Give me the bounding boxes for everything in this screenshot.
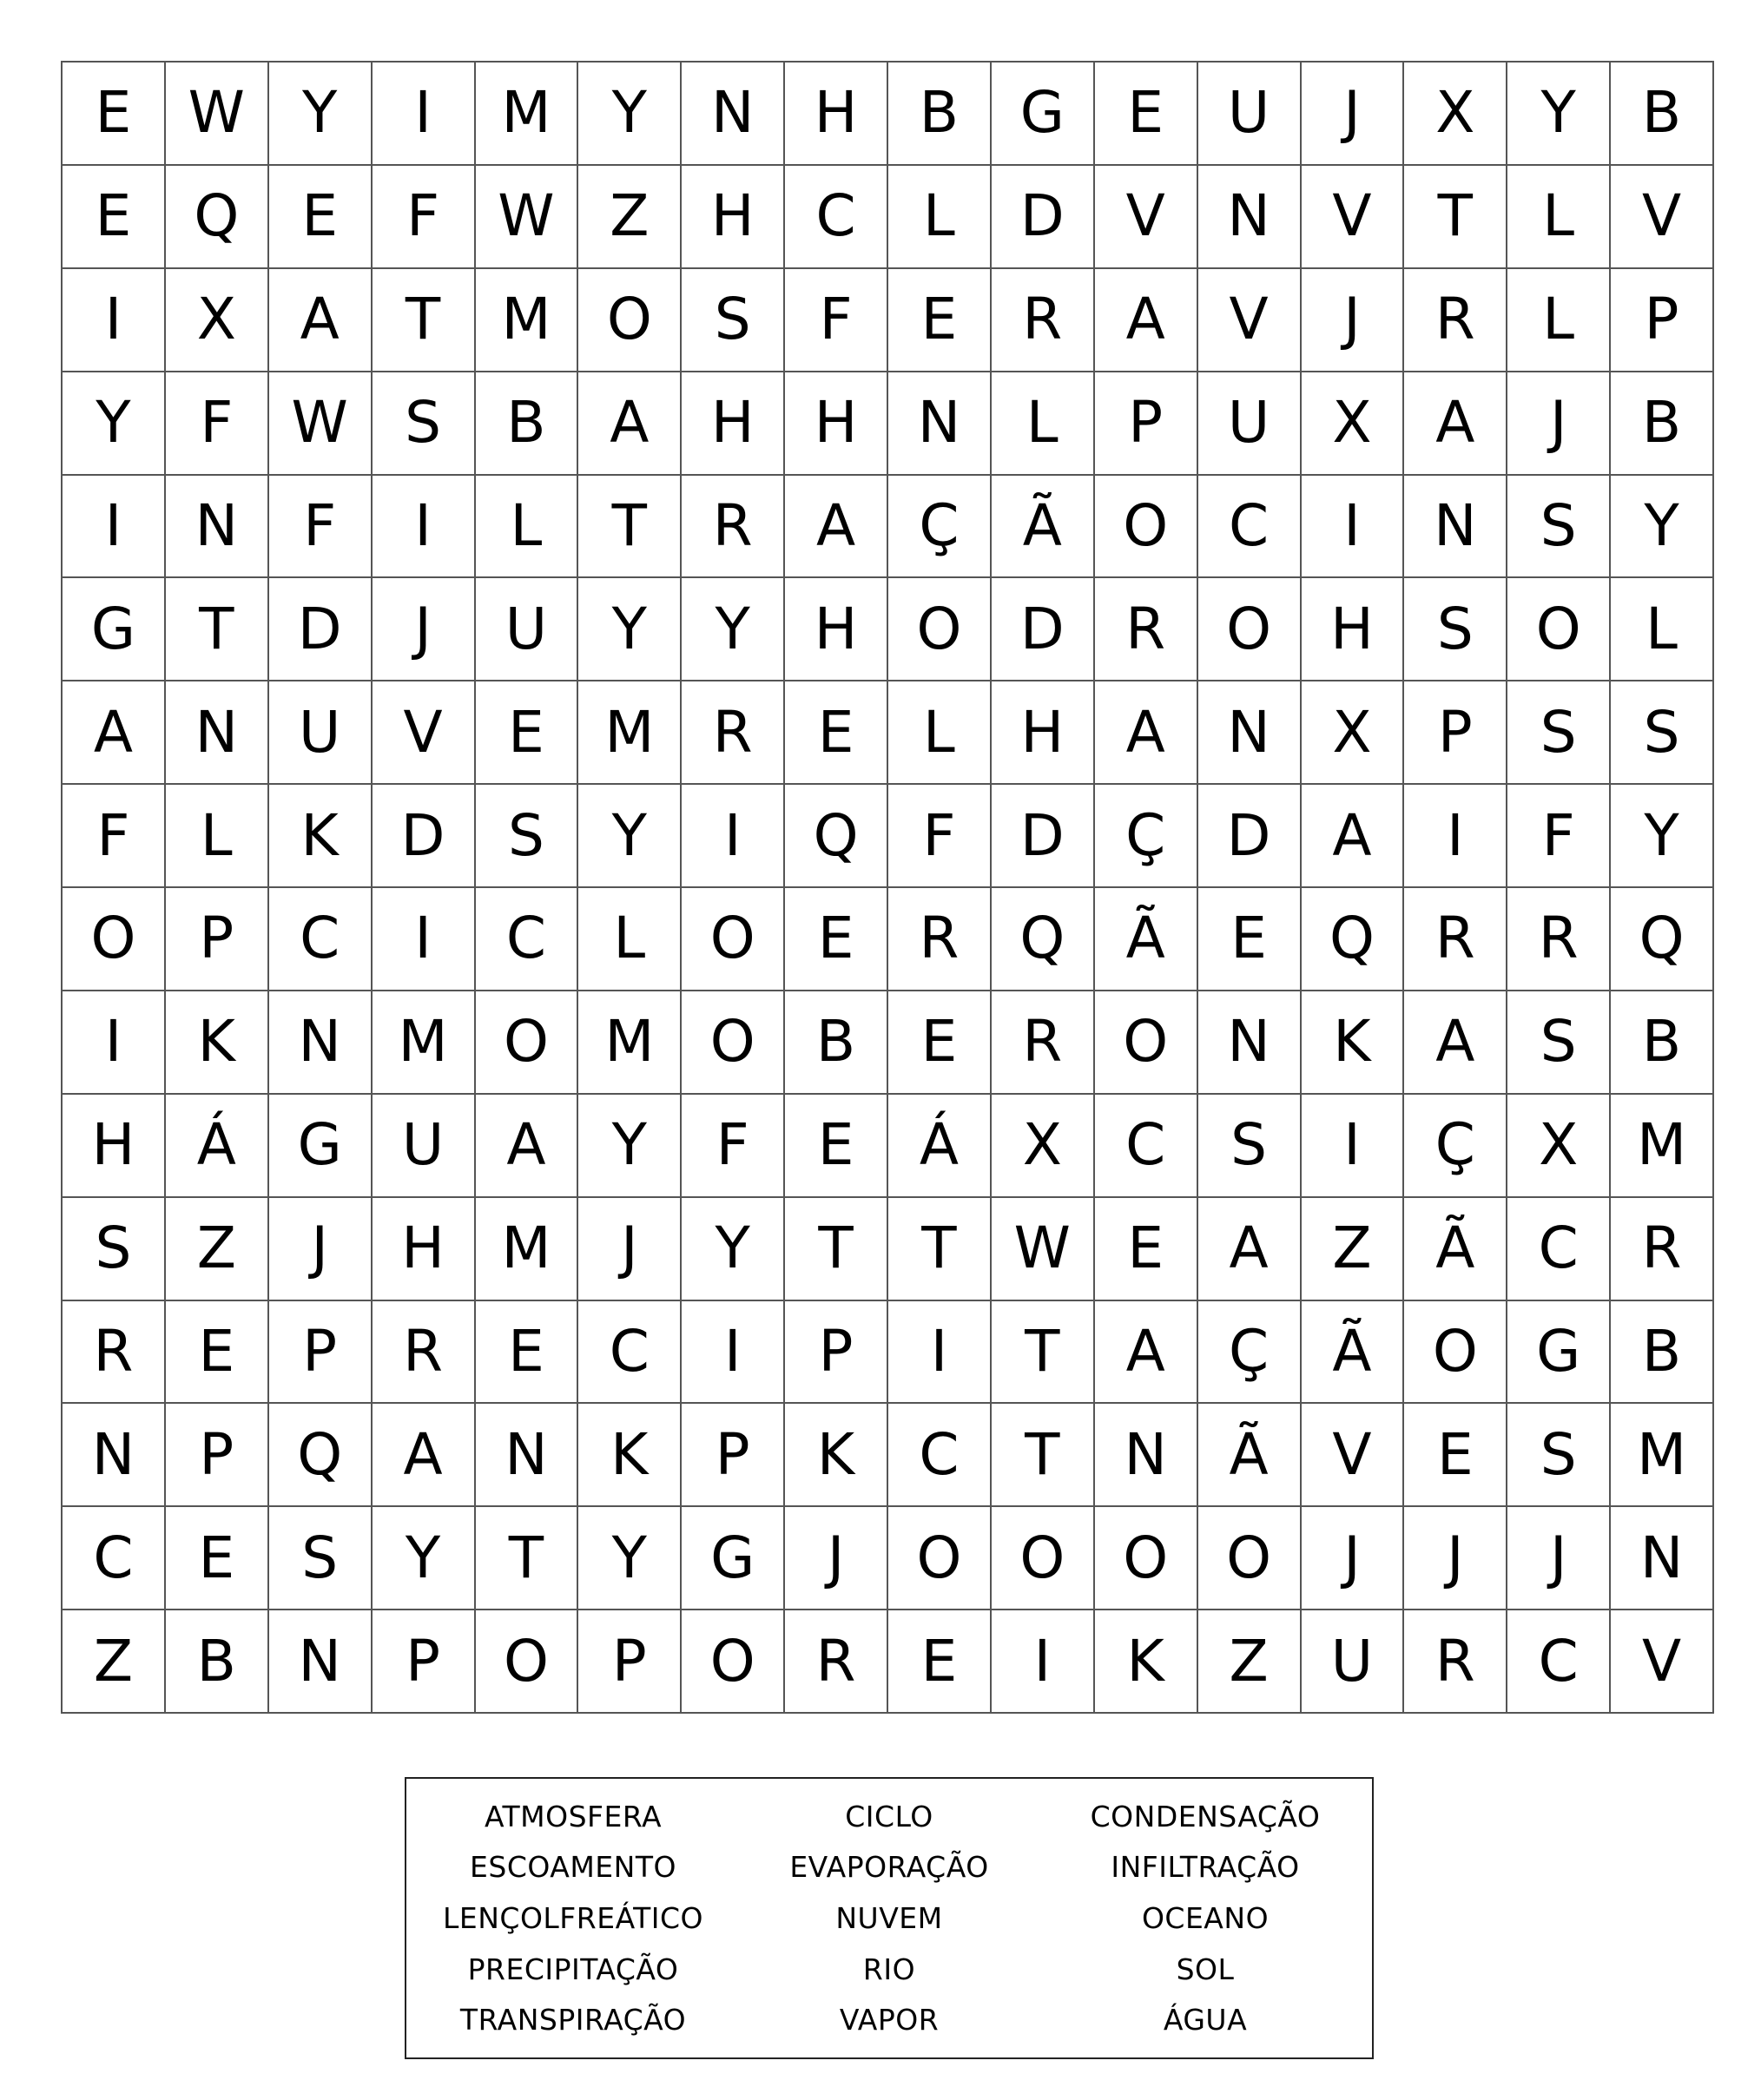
grid-cell[interactable]: E bbox=[269, 166, 373, 269]
grid-cell[interactable]: Q bbox=[269, 1404, 373, 1507]
grid-cell[interactable]: A bbox=[1095, 269, 1198, 372]
word-bank-item: EVAPORAÇÃO bbox=[789, 1850, 989, 1885]
grid-cell[interactable]: Y bbox=[63, 372, 166, 476]
grid-cell[interactable]: P bbox=[373, 1610, 476, 1714]
grid-cell[interactable]: F bbox=[166, 372, 269, 476]
grid-cell[interactable]: T bbox=[578, 476, 682, 579]
grid-cell[interactable]: P bbox=[1404, 681, 1507, 785]
grid-cell[interactable]: J bbox=[373, 578, 476, 681]
grid-cell[interactable]: C bbox=[63, 1507, 166, 1610]
grid-cell[interactable]: R bbox=[373, 1301, 476, 1405]
grid-cell[interactable]: P bbox=[682, 1404, 785, 1507]
grid-cell[interactable]: Ã bbox=[1095, 888, 1198, 991]
grid-cell[interactable]: C bbox=[1507, 1198, 1611, 1301]
grid-cell[interactable]: O bbox=[1198, 1507, 1302, 1610]
grid-cell[interactable]: U bbox=[373, 1095, 476, 1198]
grid-cell[interactable]: D bbox=[992, 578, 1095, 681]
grid-cell[interactable]: Z bbox=[63, 1610, 166, 1714]
grid-cell[interactable]: Y bbox=[578, 1095, 682, 1198]
grid-cell[interactable]: T bbox=[992, 1301, 1095, 1405]
grid-cell[interactable]: V bbox=[1095, 166, 1198, 269]
grid-cell[interactable]: O bbox=[682, 991, 785, 1095]
grid-cell[interactable]: J bbox=[1302, 1507, 1405, 1610]
grid-cell[interactable]: N bbox=[1404, 476, 1507, 579]
grid-cell[interactable]: E bbox=[476, 681, 579, 785]
grid-cell[interactable]: T bbox=[992, 1404, 1095, 1507]
grid-cell[interactable]: E bbox=[785, 1095, 888, 1198]
grid-cell[interactable]: B bbox=[166, 1610, 269, 1714]
grid-cell[interactable]: I bbox=[1404, 785, 1507, 888]
grid-cell[interactable]: Y bbox=[1611, 785, 1714, 888]
grid-cell[interactable]: Z bbox=[1198, 1610, 1302, 1714]
grid-cell[interactable]: F bbox=[63, 785, 166, 888]
grid-cell[interactable]: A bbox=[1198, 1198, 1302, 1301]
grid-cell[interactable]: L bbox=[578, 888, 682, 991]
grid-cell[interactable]: Q bbox=[166, 166, 269, 269]
grid-cell[interactable]: X bbox=[166, 269, 269, 372]
grid-cell[interactable]: Y bbox=[682, 1198, 785, 1301]
grid-cell[interactable]: B bbox=[1611, 63, 1714, 166]
grid-cell[interactable]: E bbox=[888, 991, 992, 1095]
grid-cell[interactable]: R bbox=[1611, 1198, 1714, 1301]
grid-cell[interactable]: T bbox=[888, 1198, 992, 1301]
grid-cell[interactable]: M bbox=[578, 991, 682, 1095]
grid-cell[interactable]: Ã bbox=[1198, 1404, 1302, 1507]
grid-cell[interactable]: A bbox=[1095, 1301, 1198, 1405]
grid-cell[interactable]: D bbox=[373, 785, 476, 888]
grid-cell[interactable]: M bbox=[1611, 1095, 1714, 1198]
grid-cell[interactable]: Y bbox=[578, 785, 682, 888]
grid-cell[interactable]: T bbox=[476, 1507, 579, 1610]
grid-cell[interactable]: X bbox=[1404, 63, 1507, 166]
grid-cell[interactable]: C bbox=[1507, 1610, 1611, 1714]
grid-cell[interactable]: Z bbox=[578, 166, 682, 269]
grid-cell[interactable]: N bbox=[1198, 991, 1302, 1095]
grid-cell[interactable]: U bbox=[269, 681, 373, 785]
grid-cell[interactable]: L bbox=[888, 681, 992, 785]
grid-cell[interactable]: Z bbox=[1302, 1198, 1405, 1301]
grid-cell[interactable]: L bbox=[1507, 269, 1611, 372]
grid-cell[interactable]: N bbox=[1095, 1404, 1198, 1507]
grid-cell[interactable]: I bbox=[373, 476, 476, 579]
grid-cell[interactable]: R bbox=[63, 1301, 166, 1405]
grid-cell[interactable]: U bbox=[1198, 372, 1302, 476]
grid-cell[interactable]: P bbox=[578, 1610, 682, 1714]
grid-cell[interactable]: A bbox=[476, 1095, 579, 1198]
grid-cell[interactable]: S bbox=[1507, 681, 1611, 785]
grid-cell[interactable]: S bbox=[682, 269, 785, 372]
grid-cell[interactable]: S bbox=[373, 372, 476, 476]
grid-cell[interactable]: L bbox=[1507, 166, 1611, 269]
grid-cell[interactable]: O bbox=[1095, 991, 1198, 1095]
word-bank-item: ATMOSFERA bbox=[484, 1799, 663, 1833]
grid-cell[interactable]: H bbox=[785, 578, 888, 681]
grid-cell[interactable]: Ç bbox=[1198, 1301, 1302, 1405]
grid-cell[interactable]: W bbox=[992, 1198, 1095, 1301]
grid-cell[interactable]: P bbox=[166, 888, 269, 991]
grid-cell[interactable]: H bbox=[785, 372, 888, 476]
grid-cell[interactable]: A bbox=[578, 372, 682, 476]
grid-cell[interactable]: I bbox=[63, 269, 166, 372]
grid-cell[interactable]: H bbox=[373, 1198, 476, 1301]
grid-cell[interactable]: R bbox=[1507, 888, 1611, 991]
grid-cell[interactable]: C bbox=[785, 166, 888, 269]
grid-cell[interactable]: X bbox=[1507, 1095, 1611, 1198]
grid-cell[interactable]: H bbox=[682, 166, 785, 269]
grid-cell[interactable]: I bbox=[63, 991, 166, 1095]
grid-cell[interactable]: R bbox=[682, 681, 785, 785]
grid-cell[interactable]: E bbox=[476, 1301, 579, 1405]
grid-cell[interactable]: R bbox=[1404, 1610, 1507, 1714]
grid-cell[interactable]: K bbox=[269, 785, 373, 888]
grid-cell[interactable]: N bbox=[63, 1404, 166, 1507]
word-bank-item: VAPOR bbox=[839, 2003, 940, 2037]
grid-cell[interactable]: R bbox=[1404, 888, 1507, 991]
grid-cell[interactable]: A bbox=[1404, 991, 1507, 1095]
grid-cell[interactable]: S bbox=[63, 1198, 166, 1301]
grid-cell[interactable]: C bbox=[1198, 476, 1302, 579]
grid-cell[interactable]: P bbox=[785, 1301, 888, 1405]
word-bank-item: ÁGUA bbox=[1163, 2003, 1248, 2037]
grid-cell[interactable]: K bbox=[578, 1404, 682, 1507]
grid-cell[interactable]: V bbox=[1302, 1404, 1405, 1507]
grid-cell[interactable]: U bbox=[1198, 63, 1302, 166]
grid-cell[interactable]: S bbox=[1611, 681, 1714, 785]
word-bank-item: OCEANO bbox=[1141, 1900, 1270, 1935]
grid-cell[interactable]: G bbox=[1507, 1301, 1611, 1405]
grid-cell[interactable]: N bbox=[269, 1610, 373, 1714]
grid-cell[interactable]: L bbox=[476, 476, 579, 579]
grid-cell[interactable]: O bbox=[888, 1507, 992, 1610]
grid-cell[interactable]: M bbox=[476, 63, 579, 166]
grid-cell[interactable]: J bbox=[1507, 372, 1611, 476]
grid-cell[interactable]: E bbox=[63, 63, 166, 166]
grid-cell[interactable]: G bbox=[63, 578, 166, 681]
grid-cell[interactable]: A bbox=[1404, 372, 1507, 476]
grid-cell[interactable]: O bbox=[476, 991, 579, 1095]
grid-cell[interactable]: G bbox=[269, 1095, 373, 1198]
grid-cell[interactable]: P bbox=[166, 1404, 269, 1507]
grid-cell[interactable]: N bbox=[166, 681, 269, 785]
grid-cell[interactable]: I bbox=[682, 785, 785, 888]
grid-cell[interactable]: N bbox=[1198, 166, 1302, 269]
grid-cell[interactable]: O bbox=[1198, 578, 1302, 681]
grid-cell[interactable]: M bbox=[373, 991, 476, 1095]
grid-cell[interactable]: S bbox=[1507, 476, 1611, 579]
grid-cell[interactable]: E bbox=[166, 1507, 269, 1610]
grid-cell[interactable]: Z bbox=[166, 1198, 269, 1301]
grid-cell[interactable]: J bbox=[269, 1198, 373, 1301]
grid-cell[interactable]: O bbox=[1507, 578, 1611, 681]
grid-cell[interactable]: O bbox=[682, 888, 785, 991]
grid-cell[interactable]: A bbox=[269, 269, 373, 372]
grid-cell[interactable]: O bbox=[1404, 1301, 1507, 1405]
word-bank-item: LENÇOLFREÁTICO bbox=[442, 1900, 703, 1935]
grid-cell[interactable]: B bbox=[785, 991, 888, 1095]
grid-cell[interactable]: O bbox=[682, 1610, 785, 1714]
grid-cell[interactable]: L bbox=[888, 166, 992, 269]
grid-cell[interactable]: E bbox=[785, 888, 888, 991]
grid-cell[interactable]: H bbox=[1302, 578, 1405, 681]
word-bank-item: PRECIPITAÇÃO bbox=[467, 1952, 679, 1986]
grid-cell[interactable]: Y bbox=[578, 63, 682, 166]
grid-cell[interactable]: J bbox=[578, 1198, 682, 1301]
grid-cell[interactable]: K bbox=[785, 1404, 888, 1507]
grid-cell[interactable]: K bbox=[1302, 991, 1405, 1095]
word-bank-item: TRANSPIRAÇÃO bbox=[459, 2003, 687, 2037]
grid-cell[interactable]: Y bbox=[578, 578, 682, 681]
grid-cell[interactable]: C bbox=[1095, 1095, 1198, 1198]
grid-cell[interactable]: J bbox=[1404, 1507, 1507, 1610]
grid-cell[interactable]: Y bbox=[269, 63, 373, 166]
grid-cell[interactable]: B bbox=[1611, 372, 1714, 476]
grid-cell[interactable]: Y bbox=[1611, 476, 1714, 579]
grid-cell[interactable]: W bbox=[166, 63, 269, 166]
grid-cell[interactable]: A bbox=[1302, 785, 1405, 888]
grid-cell[interactable]: Q bbox=[992, 888, 1095, 991]
grid-cell[interactable]: R bbox=[1095, 578, 1198, 681]
grid-cell[interactable]: R bbox=[992, 269, 1095, 372]
word-search-grid bbox=[61, 61, 1714, 1714]
grid-cell[interactable]: O bbox=[888, 578, 992, 681]
grid-cell[interactable]: F bbox=[373, 166, 476, 269]
grid-cell[interactable]: N bbox=[269, 991, 373, 1095]
grid-cell[interactable]: L bbox=[1611, 578, 1714, 681]
grid-cell[interactable]: E bbox=[1198, 888, 1302, 991]
grid-cell[interactable]: C bbox=[269, 888, 373, 991]
grid-cell[interactable]: X bbox=[1302, 372, 1405, 476]
grid-cell[interactable]: R bbox=[888, 888, 992, 991]
grid-cell[interactable]: F bbox=[785, 269, 888, 372]
grid-cell[interactable]: T bbox=[1404, 166, 1507, 269]
grid-cell[interactable]: Ç bbox=[888, 476, 992, 579]
grid-cell[interactable]: B bbox=[1611, 1301, 1714, 1405]
grid-cell[interactable]: X bbox=[992, 1095, 1095, 1198]
grid-cell[interactable]: K bbox=[1095, 1610, 1198, 1714]
grid-cell[interactable]: E bbox=[166, 1301, 269, 1405]
grid-cell[interactable]: N bbox=[1611, 1507, 1714, 1610]
grid-cell[interactable]: Q bbox=[1302, 888, 1405, 991]
grid-cell[interactable]: E bbox=[785, 681, 888, 785]
grid-cell[interactable]: A bbox=[785, 476, 888, 579]
grid-cell[interactable]: L bbox=[166, 785, 269, 888]
grid-cell[interactable]: F bbox=[1507, 785, 1611, 888]
grid-cell[interactable]: D bbox=[269, 578, 373, 681]
grid-cell[interactable]: N bbox=[476, 1404, 579, 1507]
grid-cell[interactable]: P bbox=[269, 1301, 373, 1405]
grid-cell[interactable]: E bbox=[63, 166, 166, 269]
grid-cell[interactable]: V bbox=[1611, 166, 1714, 269]
grid-cell[interactable]: T bbox=[166, 578, 269, 681]
grid-cell[interactable]: D bbox=[992, 785, 1095, 888]
grid-cell[interactable]: Q bbox=[785, 785, 888, 888]
grid-cell[interactable]: J bbox=[1302, 269, 1405, 372]
word-bank-item: INFILTRAÇÃO bbox=[1111, 1850, 1300, 1885]
grid-cell[interactable]: S bbox=[1507, 1404, 1611, 1507]
grid-cell[interactable]: F bbox=[888, 785, 992, 888]
grid-cell[interactable]: I bbox=[682, 1301, 785, 1405]
grid-cell[interactable]: Y bbox=[578, 1507, 682, 1610]
grid-cell[interactable]: I bbox=[888, 1301, 992, 1405]
grid-cell[interactable]: S bbox=[476, 785, 579, 888]
grid-cell[interactable]: N bbox=[888, 372, 992, 476]
grid-cell[interactable]: I bbox=[1302, 1095, 1405, 1198]
grid-cell[interactable]: I bbox=[373, 63, 476, 166]
grid-cell[interactable]: R bbox=[992, 991, 1095, 1095]
grid-cell[interactable]: E bbox=[1095, 63, 1198, 166]
grid-cell[interactable]: V bbox=[373, 681, 476, 785]
grid-cell[interactable]: S bbox=[1198, 1095, 1302, 1198]
grid-cell[interactable]: O bbox=[63, 888, 166, 991]
grid-cell[interactable]: A bbox=[373, 1404, 476, 1507]
grid-cell[interactable]: I bbox=[63, 476, 166, 579]
grid-cell[interactable]: Ç bbox=[1095, 785, 1198, 888]
grid-cell[interactable]: S bbox=[269, 1507, 373, 1610]
grid-cell[interactable]: E bbox=[1404, 1404, 1507, 1507]
grid-cell[interactable]: V bbox=[1611, 1610, 1714, 1714]
grid-cell[interactable]: U bbox=[1302, 1610, 1405, 1714]
grid-cell[interactable]: V bbox=[1198, 269, 1302, 372]
grid-cell[interactable]: M bbox=[1611, 1404, 1714, 1507]
grid-cell[interactable]: J bbox=[1507, 1507, 1611, 1610]
grid-cell[interactable]: I bbox=[373, 888, 476, 991]
grid-cell[interactable]: H bbox=[682, 372, 785, 476]
grid-cell[interactable]: B bbox=[476, 372, 579, 476]
grid-cell[interactable]: V bbox=[1302, 166, 1405, 269]
word-bank-item: CONDENSAÇÃO bbox=[1090, 1799, 1321, 1833]
grid-cell[interactable]: H bbox=[63, 1095, 166, 1198]
grid-cell[interactable]: U bbox=[476, 578, 579, 681]
grid-cell[interactable]: A bbox=[1095, 681, 1198, 785]
word-bank-item: ESCOAMENTO bbox=[470, 1850, 676, 1885]
grid-cell[interactable]: W bbox=[269, 372, 373, 476]
grid-cell[interactable]: J bbox=[785, 1507, 888, 1610]
grid-cell[interactable]: G bbox=[682, 1507, 785, 1610]
grid-cell[interactable]: H bbox=[992, 681, 1095, 785]
grid-cell[interactable]: C bbox=[578, 1301, 682, 1405]
grid-cell[interactable]: Ç bbox=[1404, 1095, 1507, 1198]
grid-cell[interactable]: Ã bbox=[1302, 1301, 1405, 1405]
grid-cell[interactable]: Ã bbox=[992, 476, 1095, 579]
grid-cell[interactable]: R bbox=[785, 1610, 888, 1714]
grid-cell[interactable]: S bbox=[1507, 991, 1611, 1095]
grid-cell[interactable]: O bbox=[476, 1610, 579, 1714]
grid-cell[interactable]: O bbox=[1095, 1507, 1198, 1610]
grid-cell[interactable]: A bbox=[63, 681, 166, 785]
grid-cell[interactable]: M bbox=[578, 681, 682, 785]
word-bank-item: RIO bbox=[862, 1952, 916, 1986]
grid-cell[interactable]: C bbox=[476, 888, 579, 991]
grid-cell[interactable]: R bbox=[1404, 269, 1507, 372]
grid-cell[interactable]: E bbox=[1095, 1198, 1198, 1301]
grid-cell[interactable]: Y bbox=[373, 1507, 476, 1610]
word-bank-item: CICLO bbox=[845, 1799, 933, 1833]
grid-cell[interactable]: M bbox=[476, 269, 579, 372]
grid-cell[interactable]: E bbox=[888, 269, 992, 372]
grid-cell[interactable]: B bbox=[1611, 991, 1714, 1095]
grid-cell[interactable]: C bbox=[888, 1404, 992, 1507]
grid-cell[interactable]: L bbox=[992, 372, 1095, 476]
grid-cell[interactable]: O bbox=[1095, 476, 1198, 579]
grid-cell[interactable]: B bbox=[888, 63, 992, 166]
grid-cell[interactable]: N bbox=[1198, 681, 1302, 785]
grid-cell[interactable]: N bbox=[166, 476, 269, 579]
word-bank bbox=[405, 1777, 1374, 2059]
grid-cell[interactable]: G bbox=[992, 63, 1095, 166]
grid-cell[interactable]: S bbox=[1404, 578, 1507, 681]
grid-cell[interactable]: Q bbox=[1611, 888, 1714, 991]
grid-cell[interactable]: O bbox=[578, 269, 682, 372]
grid-cell[interactable]: T bbox=[785, 1198, 888, 1301]
grid-cell[interactable]: Y bbox=[682, 578, 785, 681]
word-bank-item: NUVEM bbox=[835, 1900, 943, 1935]
grid-cell[interactable]: N bbox=[682, 63, 785, 166]
grid-cell[interactable]: Á bbox=[166, 1095, 269, 1198]
grid-cell[interactable]: K bbox=[166, 991, 269, 1095]
grid-cell[interactable]: W bbox=[476, 166, 579, 269]
grid-cell[interactable]: R bbox=[682, 476, 785, 579]
grid-cell[interactable]: P bbox=[1095, 372, 1198, 476]
grid-cell[interactable]: D bbox=[992, 166, 1095, 269]
grid-cell[interactable]: J bbox=[1302, 63, 1405, 166]
grid-cell[interactable]: X bbox=[1302, 681, 1405, 785]
grid-cell[interactable]: P bbox=[1611, 269, 1714, 372]
grid-cell[interactable]: Y bbox=[1507, 63, 1611, 166]
grid-cell[interactable]: I bbox=[992, 1610, 1095, 1714]
grid-cell[interactable]: H bbox=[785, 63, 888, 166]
grid-cell[interactable]: I bbox=[1302, 476, 1405, 579]
grid-cell[interactable]: F bbox=[269, 476, 373, 579]
grid-cell[interactable]: Á bbox=[888, 1095, 992, 1198]
grid-cell[interactable]: E bbox=[888, 1610, 992, 1714]
grid-cell[interactable]: O bbox=[992, 1507, 1095, 1610]
grid-cell[interactable]: F bbox=[682, 1095, 785, 1198]
grid-cell[interactable]: T bbox=[373, 269, 476, 372]
word-bank-item: SOL bbox=[1176, 1952, 1235, 1986]
grid-cell[interactable]: M bbox=[476, 1198, 579, 1301]
grid-cell[interactable]: Ã bbox=[1404, 1198, 1507, 1301]
grid-cell[interactable]: D bbox=[1198, 785, 1302, 888]
